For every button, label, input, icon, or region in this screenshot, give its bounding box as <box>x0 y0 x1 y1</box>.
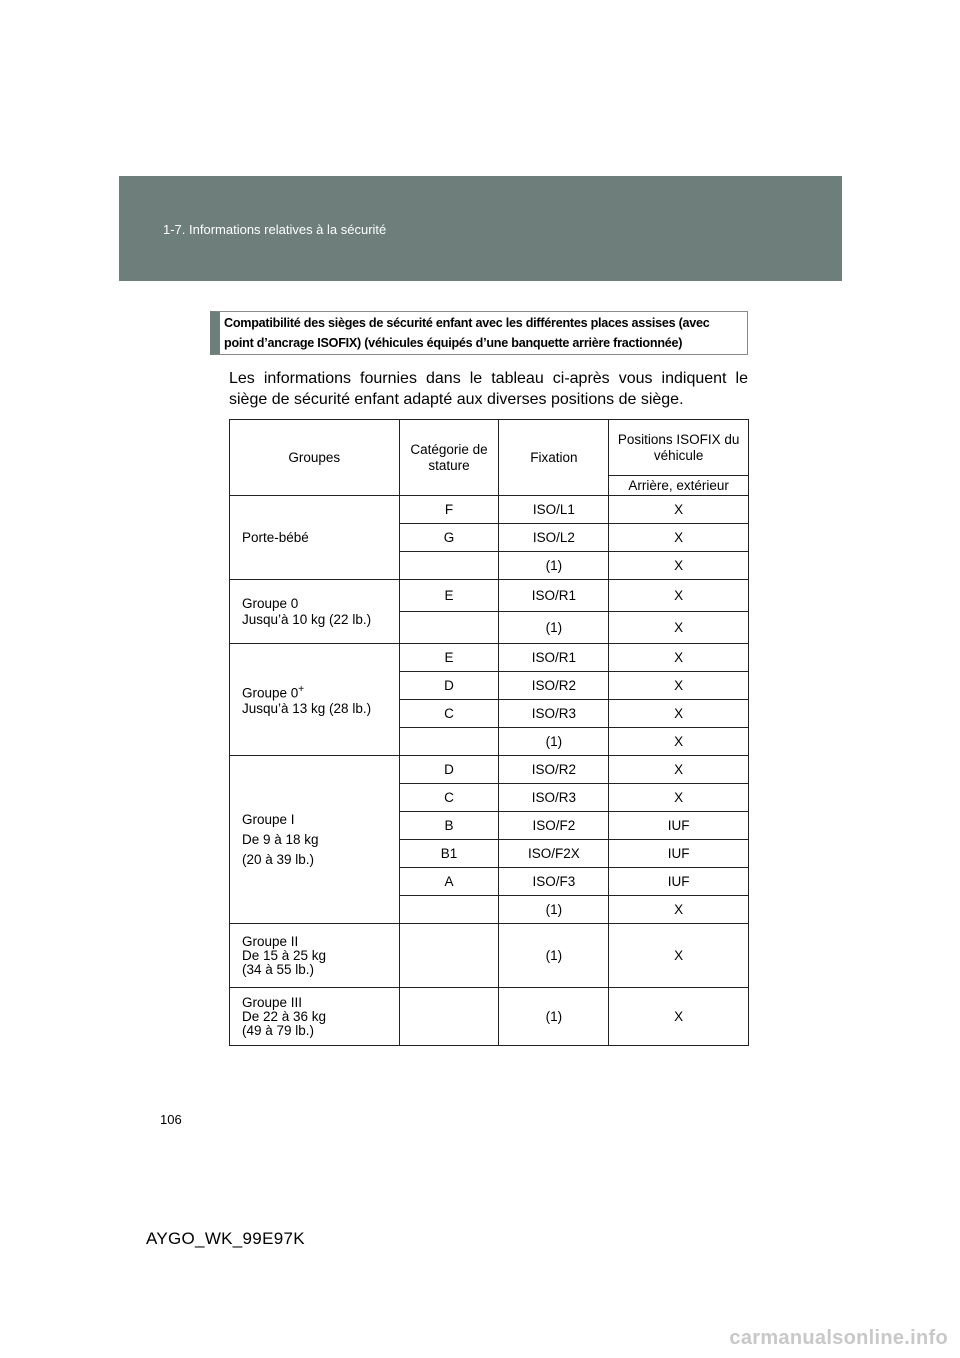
size-category-cell: C <box>399 784 499 812</box>
isofix-value-cell: X <box>609 756 749 784</box>
size-category-cell: E <box>399 644 499 672</box>
size-category-cell <box>399 988 499 1046</box>
table-row <box>230 496 749 524</box>
isofix-value-cell: IUF <box>609 812 749 840</box>
fixation-cell: ISO/R3 <box>499 784 609 812</box>
group-label-line: (49 à 79 lb.) <box>242 1022 315 1038</box>
group-label-line: Groupe 0 <box>242 595 299 611</box>
group-label-line: Jusqu’à 10 kg (22 lb.) <box>242 611 372 627</box>
size-category-cell: D <box>399 756 499 784</box>
size-category-cell: G <box>399 524 499 552</box>
page-number: 106 <box>160 1112 182 1127</box>
size-category-cell: C <box>399 700 499 728</box>
isofix-value-cell: X <box>609 988 749 1046</box>
size-category-cell: D <box>399 672 499 700</box>
group-label-line: De 15 à 25 kg <box>242 947 327 963</box>
isofix-value-cell: X <box>609 612 749 644</box>
group-label-line: (34 à 55 lb.) <box>242 961 315 977</box>
header-rear-outer: Arrière, extérieur <box>609 476 749 496</box>
fixation-cell: ISO/L2 <box>499 524 609 552</box>
size-category-cell: A <box>399 868 499 896</box>
group-label-line: (20 à 39 lb.) <box>242 851 315 867</box>
group-label-cell <box>230 988 400 1046</box>
header-fixation: Fixation <box>499 420 609 496</box>
note-heading-line-2: point d’ancrage ISOFIX) (véhicules équipés d’une banquette arrière fractionnée) <box>224 336 683 350</box>
header-groups: Groupes <box>230 420 400 496</box>
group-label-superscript: + <box>298 683 305 695</box>
compatibility-table <box>229 419 749 1046</box>
fixation-cell: ISO/F2 <box>499 812 609 840</box>
table-row <box>230 988 749 1046</box>
section-title: 1-7. Informations relatives à la sécurité <box>163 222 387 237</box>
note-heading-box <box>210 311 748 355</box>
isofix-value-cell: X <box>609 496 749 524</box>
fixation-cell: (1) <box>499 924 609 988</box>
size-category-cell: E <box>399 580 499 612</box>
table-row <box>230 756 749 784</box>
size-category-cell: B <box>399 812 499 840</box>
isofix-value-cell: X <box>609 672 749 700</box>
size-category-cell: F <box>399 496 499 524</box>
isofix-value-cell: X <box>609 728 749 756</box>
group-label-line-wrap <box>242 682 395 702</box>
fixation-cell: (1) <box>499 896 609 924</box>
table-row <box>230 580 749 612</box>
isofix-value-cell: X <box>609 524 749 552</box>
group-label-cell <box>230 924 400 988</box>
size-category-cell <box>399 728 499 756</box>
fixation-cell: ISO/R2 <box>499 756 609 784</box>
group-label-cell <box>230 496 400 580</box>
group-label-cell <box>230 644 400 756</box>
group-label-line: De 9 à 18 kg <box>242 831 319 847</box>
table-body <box>230 496 749 1046</box>
fixation-cell: ISO/R2 <box>499 672 609 700</box>
header-size-category: Catégorie de stature <box>399 420 499 496</box>
intro-paragraph: Les informations fournies dans le tableau ci-après vous indiquent le siège de sécurité enfant adapté aux diverses positions de siège. <box>229 370 748 408</box>
fixation-cell: (1) <box>499 728 609 756</box>
size-category-cell <box>399 612 499 644</box>
fixation-cell: (1) <box>499 552 609 580</box>
isofix-value-cell: X <box>609 580 749 612</box>
note-heading-line-1: Compatibilité des sièges de sécurité enfant avec les différentes places assises (avec <box>224 316 710 330</box>
table-row <box>230 644 749 672</box>
fixation-cell: ISO/R1 <box>499 580 609 612</box>
isofix-value-cell: X <box>609 784 749 812</box>
watermark: carmanualsonline.info <box>729 1327 948 1349</box>
size-category-cell <box>399 552 499 580</box>
group-label-line: Groupe III <box>242 994 303 1010</box>
isofix-value-cell: IUF <box>609 840 749 868</box>
size-category-cell <box>399 896 499 924</box>
group-label-line: De 22 à 36 kg <box>242 1008 327 1024</box>
isofix-value-cell: IUF <box>609 868 749 896</box>
group-label-line: Jusqu’à 13 kg (28 lb.) <box>242 701 372 717</box>
document-code: AYGO_WK_99E97K <box>146 1229 305 1248</box>
fixation-cell: ISO/R1 <box>499 644 609 672</box>
isofix-value-cell: X <box>609 896 749 924</box>
isofix-value-cell: X <box>609 700 749 728</box>
header-isofix-positions: Positions ISOFIX du véhicule <box>609 420 749 476</box>
group-label-line: Groupe I <box>242 811 295 827</box>
group-label-cell <box>230 756 400 924</box>
group-label-line: Porte-bébé <box>242 529 309 545</box>
fixation-cell: (1) <box>499 988 609 1046</box>
group-label-cell <box>230 580 400 644</box>
group-label-line: Groupe 0 <box>242 685 299 701</box>
fixation-cell: ISO/F3 <box>499 868 609 896</box>
section-header-band <box>119 176 842 281</box>
fixation-cell: ISO/R3 <box>499 700 609 728</box>
isofix-value-cell: X <box>609 552 749 580</box>
group-label-line: Groupe II <box>242 933 299 949</box>
isofix-value-cell: X <box>609 644 749 672</box>
size-category-cell: B1 <box>399 840 499 868</box>
fixation-cell: ISO/L1 <box>499 496 609 524</box>
fixation-cell: ISO/F2X <box>499 840 609 868</box>
size-category-cell <box>399 924 499 988</box>
isofix-value-cell: X <box>609 924 749 988</box>
table-row <box>230 924 749 988</box>
fixation-cell: (1) <box>499 612 609 644</box>
